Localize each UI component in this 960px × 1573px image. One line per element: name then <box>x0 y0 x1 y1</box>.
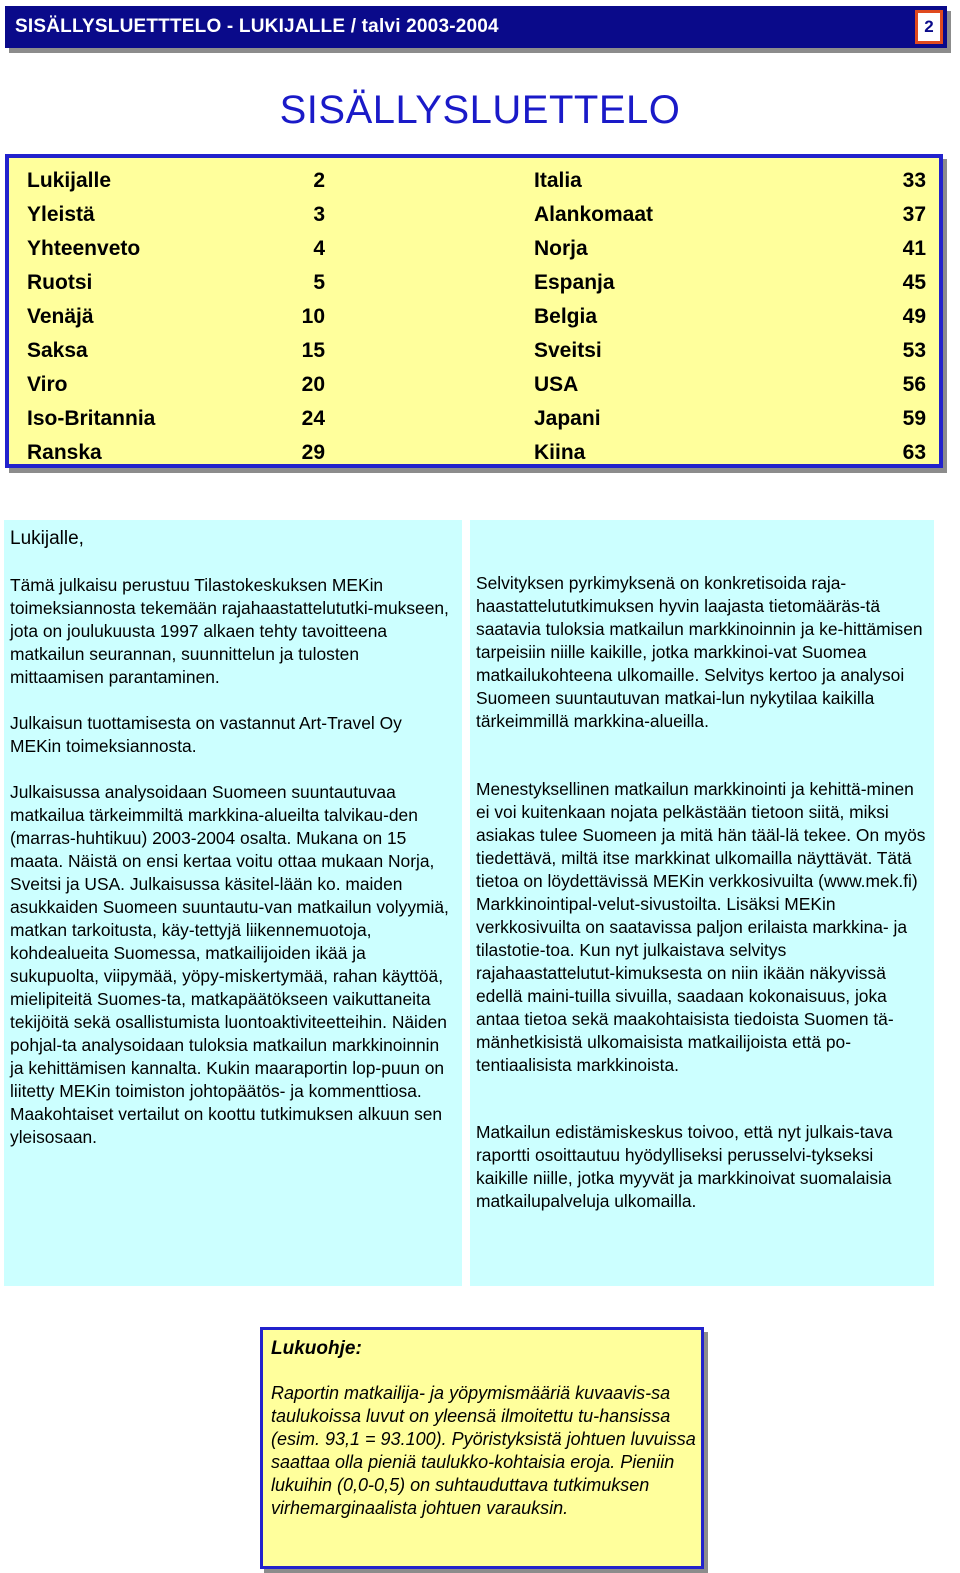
toc-page: 10 <box>301 305 325 328</box>
toc-page: 24 <box>301 407 325 430</box>
toc-page: 49 <box>902 305 926 328</box>
toc-label: Venäjä <box>27 305 94 328</box>
toc-row[interactable] <box>27 198 325 232</box>
header-bar <box>5 6 947 48</box>
toc-label: Espanja <box>534 271 615 294</box>
paragraph: Matkailun edistämiskeskus toivoo, että nyt julkais-tava raportti osoittautuu hyödylliseksi perusselvi-tykseksi kaikille niille, jotka myyvät ja markkinoivat suomalaisia matkailupalveluja ulkomailla. <box>476 1122 893 1211</box>
toc-row[interactable] <box>534 402 926 436</box>
page-number-badge: 2 <box>915 10 943 44</box>
toc-label: Viro <box>27 373 68 396</box>
toc-label: Sveitsi <box>534 339 602 362</box>
toc-page: 56 <box>902 373 926 396</box>
intro-panel-right <box>470 520 934 1286</box>
toc-page: 20 <box>301 373 325 396</box>
toc-row[interactable] <box>534 436 926 470</box>
toc-page: 3 <box>313 203 325 226</box>
reading-guide-title: Lukuohje: <box>271 1338 362 1359</box>
page-title: SISÄLLYSLUETTELO <box>279 88 681 132</box>
reading-guide-text: Raportin matkailija- ja yöpymismääriä kuvaavis-sa taulukoissa luvut on yleensä ilmoitettu tu-hansissa (esim. 93,1 = 93.100). Pyöristyksistä johtuen luvuissa saattaa olla pieniä taulukko-kohtaisia eroja. Pieniin lukuihin (0,0-0,5) on suhtauduttava tutkimuksen virhemarginaalista johtuen varauksin. <box>271 1383 696 1518</box>
toc-page: 59 <box>902 407 926 430</box>
paragraph: Selvityksen pyrkimyksenä on konkretisoida raja-haastattelututkimuksen hyvin laajasta tietomääräs-tä saatavia tuloksia matkailun markkinoinnin ja ke-hittämisen tarpeisiin niille kaikille, jotka markkinoi-vat Suomea matkailukohteena ulkomaille. Selvitys kertoo ja analysoi Suomeen suuntautuvan matkai-lun nykytilaa kaikilla tärkeimmillä markkina-alueilla. <box>476 573 923 731</box>
toc-page: 37 <box>902 203 926 226</box>
toc-page: 29 <box>301 441 325 464</box>
toc-row[interactable] <box>27 368 325 402</box>
toc-row[interactable] <box>27 334 325 368</box>
toc-label: Yhteenveto <box>27 237 141 260</box>
toc-page: 15 <box>301 339 325 362</box>
toc-right-column <box>534 164 926 470</box>
toc-row[interactable] <box>534 266 926 300</box>
toc-label: Yleistä <box>27 203 95 226</box>
toc-label: Alankomaat <box>534 203 654 226</box>
toc-page: 33 <box>902 169 926 192</box>
toc-label: Ranska <box>27 441 102 464</box>
toc-label: Ruotsi <box>27 271 93 294</box>
toc-page: 53 <box>902 339 926 362</box>
toc-label: USA <box>534 373 579 396</box>
toc-row[interactable] <box>534 368 926 402</box>
toc-label: Japani <box>534 407 601 430</box>
toc-label: Kiina <box>534 441 586 464</box>
toc-label: Italia <box>534 169 582 192</box>
toc-row[interactable] <box>27 232 325 266</box>
paragraph: Menestyksellinen matkailun markkinointi ja kehittä-minen ei voi kuitenkaan nojata pelkästään tietoon siitä, miksi asiakas tulee Suomeen ja mitä hän tääl-lä tekee. On myös tiedettävä, miltä itse markkinat ulkomailla näyttävät. Tätä tietoa on löydettävissä MEKin verkkosivuilta (www.mek.fi) Markkinointipal-velut-sivustoilta. Lisäksi MEKin verkkosivuilta on saatavissa paljon erilaista markkina- ja tilastotie-toa. Kun nyt julkaistava selvitys rajahaastattelutut-kimuksesta on niin ikään näkyvissä edellä maini-tuilla sivuilla, saadaan kokonaisuus, joka antaa tietoa sekä maakohtaisista tiedoista Suomen tä-mänhetkisistä ulkomaisista matkailijoista että po-tentiaalisista markkinoista. <box>476 779 926 1075</box>
header-title: SISÄLLYSLUETTTELO - LUKIJALLE / talvi 2003-2004 <box>15 16 499 37</box>
table-of-contents <box>5 154 943 468</box>
toc-page: 41 <box>902 237 926 260</box>
toc-label: Iso-Britannia <box>27 407 156 430</box>
greeting: Lukijalle, <box>10 528 84 549</box>
toc-left-column <box>27 164 325 470</box>
intro-panel-left <box>4 520 462 1286</box>
paragraph: Julkaisun tuottamisesta on vastannut Art-Travel Oy MEKin toimeksiannosta. <box>10 713 402 756</box>
toc-row[interactable] <box>27 300 325 334</box>
toc-page: 45 <box>902 271 926 294</box>
paragraph: Tämä julkaisu perustuu Tilastokeskuksen MEKin toimeksiannosta tekemään rajahaastattelututki-mukseen, jota on joulukuusta 1997 alkaen tehty tavoitteena matkailun seurannan, suunnittelun ja tulosten mittaamisen parantaminen. <box>10 575 449 687</box>
toc-page: 4 <box>313 237 325 260</box>
paragraph: Julkaisussa analysoidaan Suomeen suuntautuvaa matkailua tärkeimmiltä markkina-alueilta talvikau-den (marras-huhtikuu) 2003-2004 osalta. Mukana on 15 maata. Näistä on ensi kertaa voitu ottaa mukaan Norja, Sveitsi ja USA. Julkaisussa käsitel-lään ko. maiden asukkaiden Suomeen suuntautu-van matkailun volyymiä, matkan tarkoitusta, käy-tettyjä liikennemuotoja, kohdealueita Suomessa, matkailijoiden ikää ja sukupuolta, viipymää, yöpy-miskertymää, rahan käyttöä, mielipiteitä Suomes-ta, matkapäätökseen vaikuttaneita tekijöitä sekä osallistumista luontoaktiviteetteihin. Näiden pohjal-ta analysoidaan tuloksia matkailun markkinoinnin ja kehittämisen kannalta. Kukin maaraportin lop-puun on liitetty MEKin toimiston johtopäätös- ja kommenttiosa. Maakohtaiset vertailut on koottu tutkimuksen alkuun sen yleisosaan. <box>10 782 449 1147</box>
toc-row[interactable] <box>27 402 325 436</box>
reading-guide-box <box>260 1327 704 1569</box>
toc-page: 63 <box>902 441 926 464</box>
toc-row[interactable] <box>534 232 926 266</box>
toc-row[interactable] <box>534 334 926 368</box>
toc-label: Norja <box>534 237 588 260</box>
toc-label: Belgia <box>534 305 598 328</box>
toc-row[interactable] <box>27 436 325 470</box>
toc-row[interactable] <box>534 198 926 232</box>
toc-label: Lukijalle <box>27 169 112 192</box>
toc-row[interactable] <box>534 164 926 198</box>
toc-label: Saksa <box>27 339 88 362</box>
toc-row[interactable] <box>27 266 325 300</box>
toc-page: 2 <box>313 169 325 192</box>
toc-page: 5 <box>313 271 325 294</box>
toc-row[interactable] <box>534 300 926 334</box>
toc-row[interactable] <box>27 164 325 198</box>
